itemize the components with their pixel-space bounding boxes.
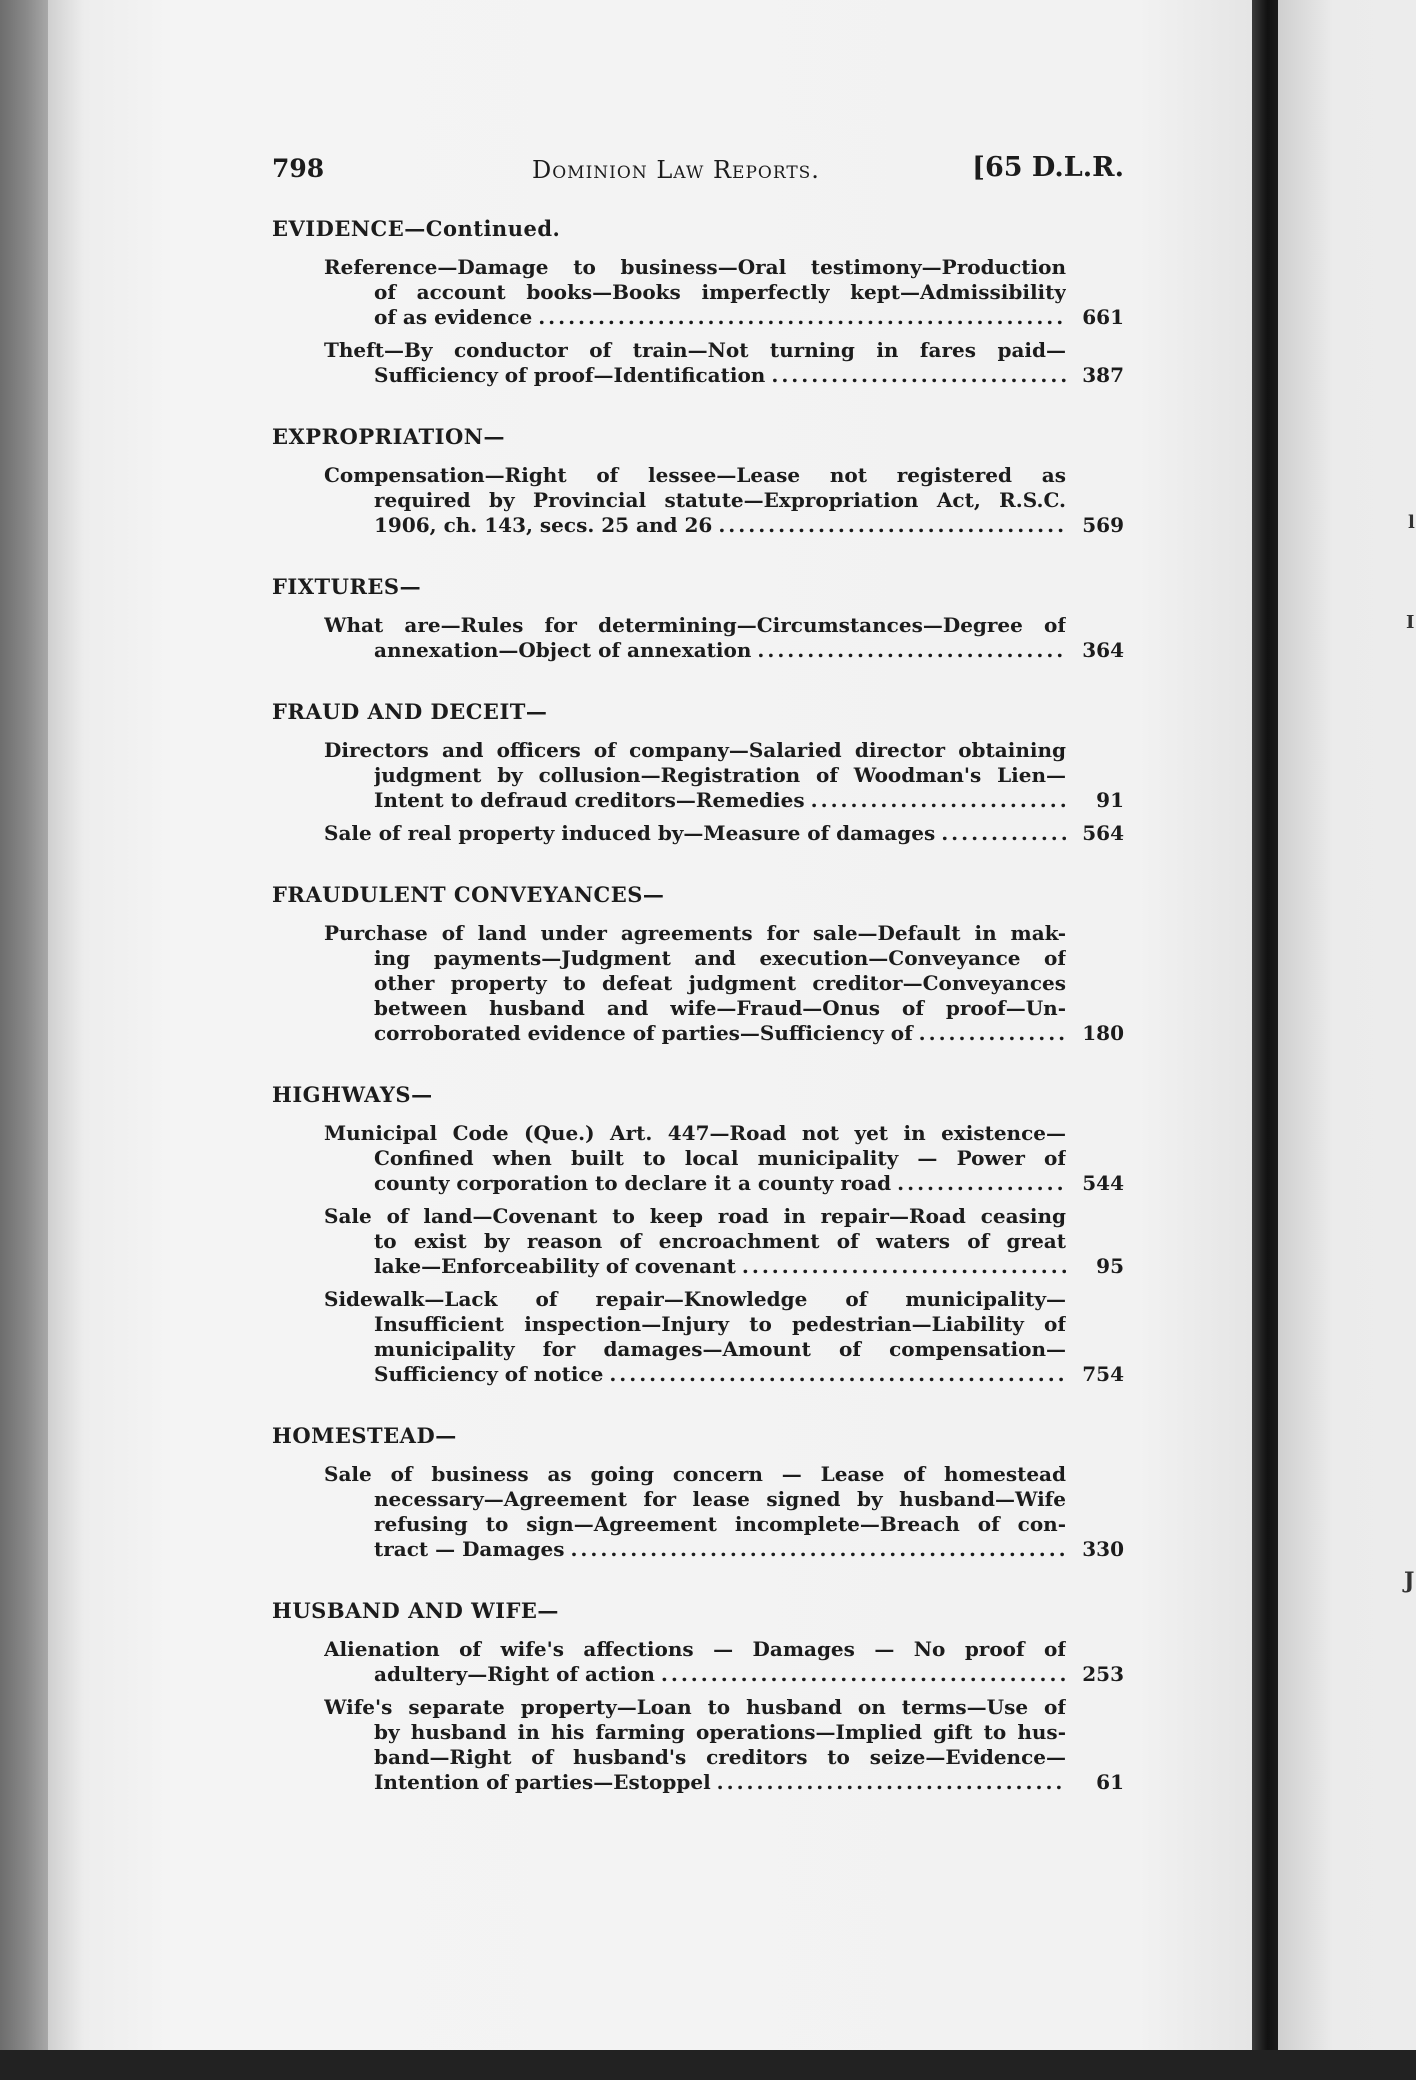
dot-leader xyxy=(661,1662,1066,1687)
page-reference: 91 xyxy=(1096,788,1124,812)
dot-leader xyxy=(897,1171,1066,1196)
entry-line-text: 1906, ch. 143, secs. 25 and 26 xyxy=(374,513,713,537)
index-entry xyxy=(324,921,1124,1046)
index-entry xyxy=(324,821,1124,846)
entry-line: by husband in his farming operations—Implied gift to hus- xyxy=(374,1720,1066,1744)
index-page-content xyxy=(272,150,1124,1831)
index-sections xyxy=(272,216,1124,1795)
index-entry xyxy=(324,338,1124,388)
entry-line-text: tract — Damages xyxy=(374,1537,565,1561)
entry-line: Sale of land—Covenant to keep road in repair—Road ceasing xyxy=(324,1204,1066,1228)
entry-line: Reference—Damage to business—Oral testimony—Production xyxy=(324,255,1066,279)
entry-line: What are—Rules for determining—Circumstances—Degree of xyxy=(324,613,1066,637)
entry-line: Wife's separate property—Loan to husband on terms—Use of xyxy=(324,1695,1066,1719)
dot-leader xyxy=(919,1021,1066,1046)
dot-leader xyxy=(609,1362,1066,1387)
index-entry xyxy=(324,1204,1124,1279)
entry-line-text: Sufficiency of proof—Identification xyxy=(374,363,766,387)
section-heading: EXPROPRIATION— xyxy=(272,424,505,449)
facing-page-mark: I xyxy=(1406,612,1415,633)
section-entries xyxy=(272,738,1124,846)
entry-line: to exist by reason of encroachment of waters of great xyxy=(374,1229,1066,1253)
entry-line: required by Provincial statute—Expropriation Act, R.S.C. xyxy=(374,488,1066,512)
section-heading: HOMESTEAD— xyxy=(272,1423,457,1448)
entry-line xyxy=(374,788,1066,813)
index-entry xyxy=(324,1462,1124,1562)
entry-line xyxy=(374,1171,1066,1196)
entry-line xyxy=(374,1662,1066,1687)
section-entries xyxy=(272,1462,1124,1562)
section-heading: HIGHWAYS— xyxy=(272,1082,433,1107)
section-entries xyxy=(272,255,1124,388)
entry-line-text: adultery—Right of action xyxy=(374,1662,655,1686)
dot-leader xyxy=(757,638,1066,663)
volume-reference: [65 D.L.R. xyxy=(972,152,1124,183)
section-heading: EVIDENCE—Continued. xyxy=(272,216,561,241)
book-gutter xyxy=(1252,0,1278,2080)
section-entries xyxy=(272,1121,1124,1387)
running-head xyxy=(272,150,1124,194)
dot-leader xyxy=(570,1537,1066,1562)
dot-leader xyxy=(771,363,1066,388)
page-reference: 95 xyxy=(1096,1254,1124,1278)
dot-leader xyxy=(941,821,1066,846)
entry-line xyxy=(374,513,1066,538)
entry-line: judgment by collusion—Registration of Woodman's Lien— xyxy=(374,763,1066,787)
entry-line xyxy=(374,1254,1066,1279)
entry-line: between husband and wife—Fraud—Onus of proof—Un- xyxy=(374,996,1066,1020)
index-entry xyxy=(324,1121,1124,1196)
entry-line: Theft—By conductor of train—Not turning in fares paid— xyxy=(324,338,1066,362)
entry-line-text: corroborated evidence of parties—Sufficiency of xyxy=(374,1021,913,1045)
entry-line-text: county corporation to declare it a county road xyxy=(374,1171,892,1195)
entry-line xyxy=(374,1770,1066,1795)
entry-line-text: of as evidence xyxy=(374,305,533,329)
index-entry xyxy=(324,1695,1124,1795)
page-reference: 387 xyxy=(1082,363,1124,387)
index-entry xyxy=(324,463,1124,538)
entry-line xyxy=(374,1021,1066,1046)
page-reference: 661 xyxy=(1082,305,1124,329)
index-entry xyxy=(324,255,1124,330)
section-heading: FRAUD AND DECEIT— xyxy=(272,699,548,724)
entry-line: Sidewalk—Lack of repair—Knowledge of municipality— xyxy=(324,1287,1066,1311)
dot-leader xyxy=(811,788,1066,813)
page-reference: 253 xyxy=(1082,1662,1124,1686)
facing-page-mark: l xyxy=(1408,512,1415,533)
section-entries xyxy=(272,921,1124,1046)
index-entry xyxy=(324,613,1124,663)
scan-bottom-edge xyxy=(0,2050,1416,2080)
entry-line xyxy=(374,638,1066,663)
entry-line: Confined when built to local municipality — Power of xyxy=(374,1146,1066,1170)
entry-line: Directors and officers of company—Salaried director obtaining xyxy=(324,738,1066,762)
entry-line xyxy=(374,305,1066,330)
page-reference: 61 xyxy=(1096,1770,1124,1794)
dot-leader xyxy=(538,305,1066,330)
entry-line: Municipal Code (Que.) Art. 447—Road not yet in existence— xyxy=(324,1121,1066,1145)
entry-line-text: Intent to defraud creditors—Remedies xyxy=(374,788,805,812)
section-heading: FIXTURES— xyxy=(272,574,422,599)
entry-line: municipality for damages—Amount of compensation— xyxy=(374,1337,1066,1361)
entry-line: band—Right of husband's creditors to seize—Evidence— xyxy=(374,1745,1066,1769)
section-entries xyxy=(272,463,1124,538)
entry-line-text: Intention of parties—Estoppel xyxy=(374,1770,711,1794)
entry-line xyxy=(374,363,1066,388)
page-reference: 564 xyxy=(1082,821,1124,845)
section-entries xyxy=(272,1637,1124,1795)
page-reference: 180 xyxy=(1082,1021,1124,1045)
entry-line: necessary—Agreement for lease signed by husband—Wife xyxy=(374,1487,1066,1511)
dot-leader xyxy=(742,1254,1066,1279)
entry-line: of account books—Books imperfectly kept—Admissibility xyxy=(374,280,1066,304)
page-reference: 544 xyxy=(1082,1171,1124,1195)
page-right-edge xyxy=(1278,0,1416,2080)
entry-line-text: lake—Enforceability of covenant xyxy=(374,1254,736,1278)
entry-line: Sale of business as going concern — Lease of homestead xyxy=(324,1462,1066,1486)
entry-line xyxy=(374,1537,1066,1562)
index-entry xyxy=(324,1637,1124,1687)
page-reference: 364 xyxy=(1082,638,1124,662)
page-reference: 569 xyxy=(1082,513,1124,537)
index-entry xyxy=(324,738,1124,813)
dot-leader xyxy=(718,513,1066,538)
section-heading: FRAUDULENT CONVEYANCES— xyxy=(272,882,665,907)
page-number: 798 xyxy=(272,154,325,183)
facing-page-mark: J xyxy=(1404,1568,1415,1594)
dot-leader xyxy=(717,1770,1066,1795)
section-heading: HUSBAND AND WIFE— xyxy=(272,1598,559,1623)
entry-line xyxy=(324,821,1066,846)
entry-line: other property to defeat judgment creditor—Conveyances xyxy=(374,971,1066,995)
index-entry xyxy=(324,1287,1124,1387)
section-entries xyxy=(272,613,1124,663)
entry-line: refusing to sign—Agreement incomplete—Breach of con- xyxy=(374,1512,1066,1536)
entry-line-text: Sufficiency of notice xyxy=(374,1362,604,1386)
page-reference: 754 xyxy=(1082,1362,1124,1386)
entry-line: Compensation—Right of lessee—Lease not registered as xyxy=(324,463,1066,487)
entry-line xyxy=(374,1362,1066,1387)
entry-line: Insufficient inspection—Injury to pedestrian—Liability of xyxy=(374,1312,1066,1336)
entry-line: Purchase of land under agreements for sale—Default in mak- xyxy=(324,921,1066,945)
running-title: Dominion Law Reports. xyxy=(532,156,820,184)
page-reference: 330 xyxy=(1082,1537,1124,1561)
entry-line-text: annexation—Object of annexation xyxy=(374,638,752,662)
entry-line: Alienation of wife's affections — Damages — No proof of xyxy=(324,1637,1066,1661)
entry-line-text: Sale of real property induced by—Measure of damages xyxy=(324,821,936,845)
entry-line: ing payments—Judgment and execution—Conveyance of xyxy=(374,946,1066,970)
